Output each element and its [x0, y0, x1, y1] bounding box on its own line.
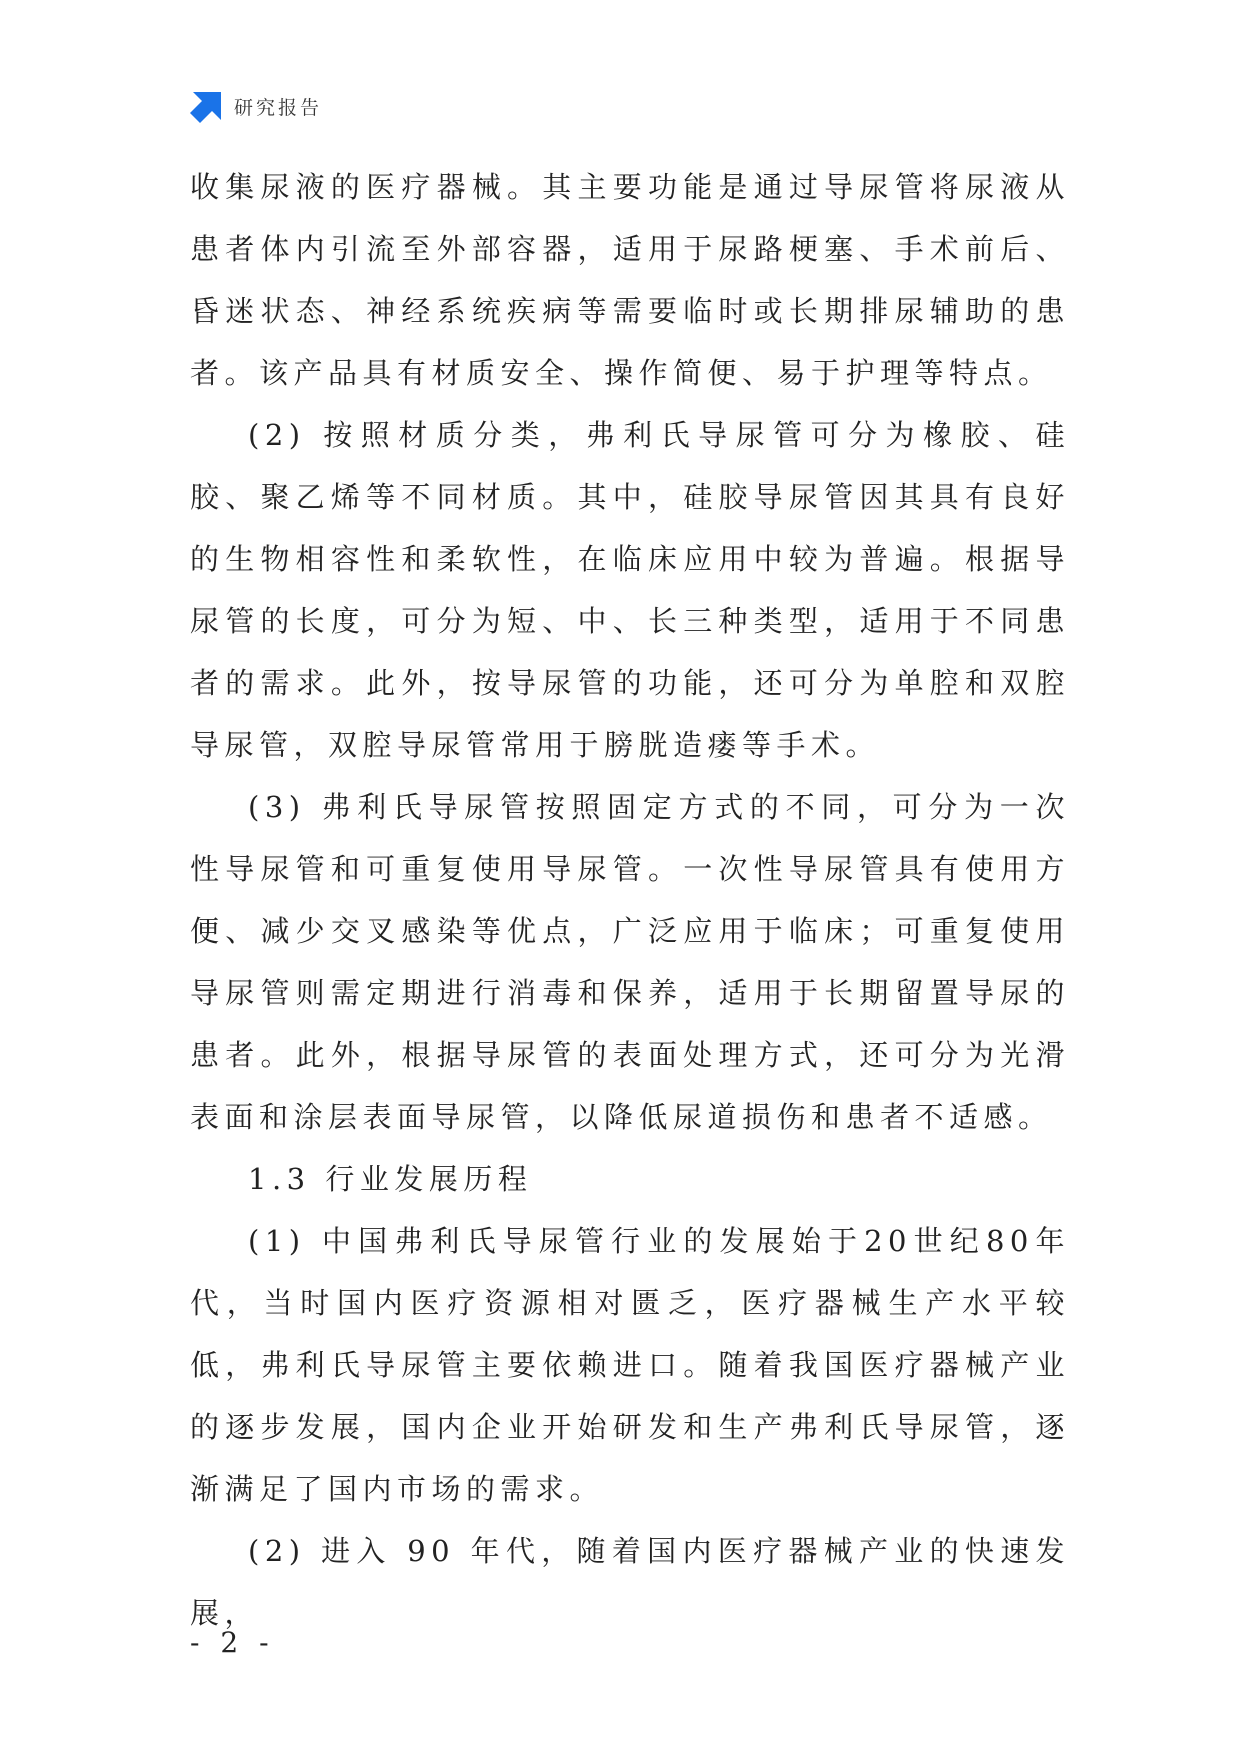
paragraph: (1) 中国弗利氏导尿管行业的发展始于20世纪80年代，当时国内医疗资源相对匮乏，医疗器械生产水平较低，弗利氏导尿管主要依赖进口。随着我国医疗器械产业的逐步发展，国内企业开始研发和生产弗利氏导尿管，逐渐满足了国内市场的需求。: [190, 1224, 1070, 1506]
arrow-logo-icon: [190, 89, 224, 123]
section-heading: 1.3 行业发展历程: [248, 1162, 533, 1196]
page-number: - 2 -: [190, 1626, 275, 1659]
page-header: [190, 88, 322, 124]
paragraph: (3) 弗利氏导尿管按照固定方式的不同，可分为一次性导尿管和可重复使用导尿管。一次性导尿管具有使用方便、减少交叉感染等优点，广泛应用于临床；可重复使用导尿管则需定期进行消毒和保养，适用于长期留置导尿的患者。此外，根据导尿管的表面处理方式，还可分为光滑表面和涂层表面导尿管，以降低尿道损伤和患者不适感。: [190, 790, 1070, 1134]
paragraph: (2) 按照材质分类，弗利氏导尿管可分为橡胶、硅胶、聚乙烯等不同材质。其中，硅胶导尿管因其具有良好的生物相容性和柔软性，在临床应用中较为普遍。根据导尿管的长度，可分为短、中、长三种类型，适用于不同患者的需求。此外，按导尿管的功能，还可分为单腔和双腔导尿管，双腔导尿管常用于膀胱造瘘等手术。: [190, 418, 1070, 762]
document-body: [190, 156, 1070, 1644]
paragraph: (2) 进入 90 年代，随着国内医疗器械产业的快速发展，: [190, 1534, 1070, 1630]
header-label: 研究报告: [234, 96, 323, 119]
paragraph: 收集尿液的医疗器械。其主要功能是通过导尿管将尿液从患者体内引流至外部容器，适用于尿路梗塞、手术前后、昏迷状态、神经系统疾病等需要临时或长期排尿辅助的患者。该产品具有材质安全、操作简便、易于护理等特点。: [190, 170, 1070, 390]
